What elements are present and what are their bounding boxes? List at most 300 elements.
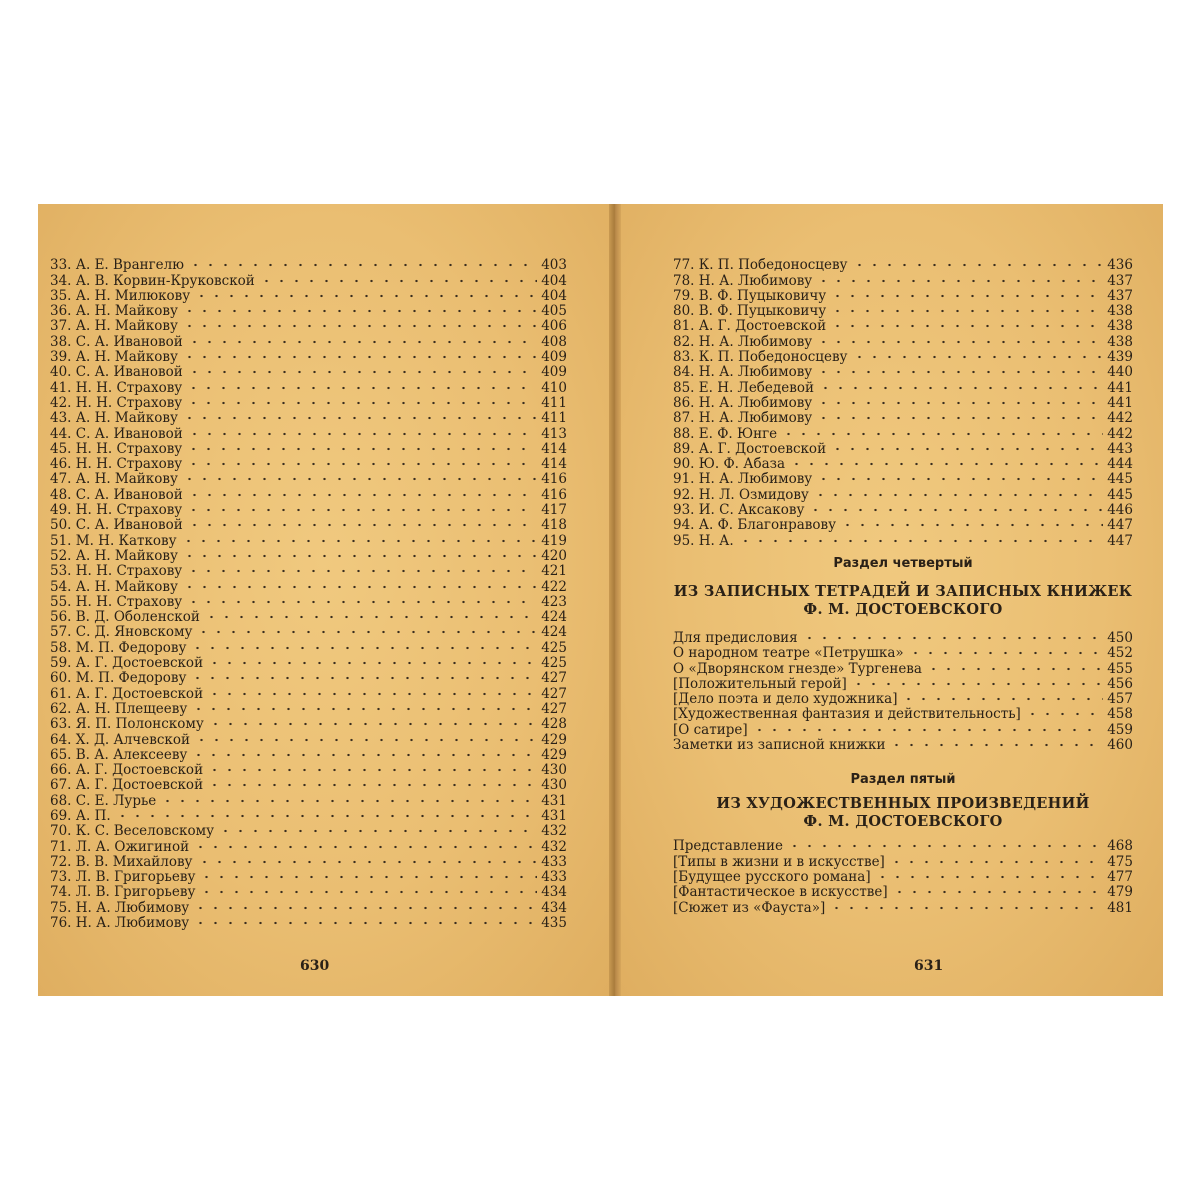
dot-leader — [852, 260, 1103, 270]
toc-entry — [50, 625, 567, 640]
toc-entry-page: 442 — [1107, 410, 1133, 427]
dot-leader — [816, 337, 1103, 347]
toc-entry-title: Заметки из записной книжки — [673, 737, 886, 754]
toc-entry-page: 417 — [541, 502, 567, 519]
toc-entry — [50, 319, 567, 334]
toc-entry — [50, 380, 567, 395]
book-gutter — [609, 204, 621, 996]
dot-leader — [193, 918, 537, 928]
dot-leader — [187, 490, 537, 500]
toc-entry — [673, 289, 1133, 304]
toc-entry — [50, 870, 567, 885]
dot-leader — [207, 689, 537, 699]
toc-entry-title: [Сюжет из «Фауста»] — [673, 900, 826, 916]
section-5-heading: Раздел пятый — [850, 772, 956, 788]
dot-leader — [830, 291, 1103, 301]
dot-leader — [207, 780, 537, 790]
toc-entry-title: 39. А. Н. Майкову — [50, 349, 178, 366]
toc-entry-page: 436 — [1107, 258, 1133, 274]
toc-entry-page: 459 — [1107, 722, 1133, 738]
dot-leader — [193, 842, 537, 852]
toc-entry-page: 433 — [541, 869, 567, 886]
toc-entry-title: 87. Н. А. Любимову — [673, 410, 813, 427]
toc-entry-title: 41. Н. Н. Страхову — [50, 380, 183, 396]
toc-entry-title: 69. А. П. — [50, 808, 111, 824]
dot-leader — [892, 887, 1103, 897]
toc-entry-title: 62. А. Н. Плещееву — [50, 701, 188, 717]
toc-entry-page: 438 — [1107, 334, 1133, 350]
toc-entry — [50, 273, 567, 288]
toc-entry-page: 424 — [541, 609, 567, 626]
toc-entry-title: 68. С. Е. Лурье — [50, 793, 157, 809]
toc-entry — [673, 304, 1133, 319]
toc-entry-page: 420 — [541, 548, 567, 564]
toc-entry-title: [Дело поэта и дело художника] — [673, 691, 898, 708]
dot-leader — [889, 857, 1103, 867]
dot-leader — [840, 520, 1103, 530]
toc-entry — [50, 610, 567, 625]
toc-entry — [50, 748, 567, 763]
toc-entry-page: 427 — [541, 686, 567, 702]
dot-leader — [816, 413, 1103, 423]
dot-leader — [830, 321, 1103, 331]
dot-leader — [752, 725, 1103, 735]
toc-entry-title: 90. Ю. Ф. Абаза — [673, 456, 786, 473]
dot-leader — [194, 735, 537, 745]
toc-entry-title: 48. С. А. Ивановой — [50, 487, 183, 503]
dot-leader — [830, 306, 1103, 316]
toc-entry-page: 404 — [541, 273, 567, 289]
dot-leader — [901, 694, 1103, 704]
toc-entry-page: 435 — [541, 915, 567, 932]
toc-entry-title: 45. Н. Н. Страхову — [50, 441, 183, 457]
dot-leader — [789, 459, 1103, 469]
toc-entry — [50, 289, 567, 304]
dot-leader — [1025, 709, 1103, 719]
toc-entry-page: 456 — [1107, 676, 1133, 692]
dot-leader — [207, 765, 537, 775]
dot-leader — [738, 536, 1103, 546]
toc-entry-title: [О сатире] — [673, 722, 748, 738]
toc-entry-page: 433 — [541, 854, 567, 870]
toc-entry — [50, 411, 567, 426]
toc-entry — [50, 763, 567, 778]
toc-entry-page: 438 — [1107, 303, 1133, 320]
dot-leader — [187, 429, 537, 439]
toc-entry — [50, 885, 567, 900]
toc-entry-title: 88. Е. Ф. Юнге — [673, 426, 778, 442]
toc-entry-title: 50. С. А. Ивановой — [50, 518, 183, 534]
toc-entry-page: 425 — [541, 655, 567, 672]
toc-entry — [50, 457, 567, 472]
toc-entry — [50, 809, 567, 824]
section-5-title-line1: ИЗ ХУДОЖЕСТВЕННЫХ ПРОИЗВЕДЕНИЙ — [716, 795, 1090, 813]
toc-entry-page: 427 — [541, 671, 567, 687]
left-page — [38, 204, 609, 996]
toc-entry — [50, 686, 567, 701]
toc-entry-title: 49. Н. Н. Страхову — [50, 502, 183, 519]
toc-entry-page: 432 — [541, 823, 567, 840]
dot-leader — [889, 740, 1103, 750]
toc-entry-page: 419 — [541, 533, 567, 549]
dot-leader — [182, 321, 537, 331]
dot-leader — [182, 306, 537, 316]
toc-entry-title: 52. А. Н. Майкову — [50, 548, 178, 564]
toc-entry — [673, 518, 1133, 533]
toc-entry-page: 413 — [541, 426, 567, 442]
dot-leader — [197, 857, 538, 867]
toc-entry-page: 405 — [541, 303, 567, 320]
dot-leader — [813, 490, 1103, 500]
toc-entry-page: 410 — [541, 380, 567, 396]
toc-entry — [50, 702, 567, 717]
toc-entry-page: 411 — [541, 410, 567, 427]
dot-leader — [182, 352, 537, 362]
toc-entry-title: 43. А. Н. Майкову — [50, 410, 178, 427]
toc-entry-title: 60. М. П. Федорову — [50, 671, 187, 687]
toc-entry-title: 66. А. Г. Достоевской — [50, 762, 204, 779]
toc-entry-page: 431 — [541, 793, 567, 809]
toc-entry-title: 91. Н. А. Любимову — [673, 472, 813, 488]
toc-entry — [673, 677, 1133, 692]
toc-entry — [673, 365, 1133, 380]
toc-entry-page: 477 — [1107, 869, 1133, 885]
dot-leader — [190, 643, 537, 653]
toc-entry — [673, 692, 1133, 707]
dot-leader — [182, 474, 537, 484]
dot-leader — [182, 413, 537, 423]
toc-entry-page: 460 — [1107, 737, 1133, 754]
toc-entry-title: 64. Х. Д. Алчевской — [50, 732, 190, 748]
toc-entry-title: 44. С. А. Ивановой — [50, 426, 183, 442]
toc-entry — [50, 717, 567, 732]
toc-entry-page: 447 — [1107, 518, 1133, 534]
toc-entry-page: 441 — [1107, 380, 1133, 396]
toc-entry — [50, 839, 567, 854]
toc-entry-page: 411 — [541, 395, 567, 411]
toc-entry — [50, 824, 567, 839]
toc-entry-title: 86. Н. А. Любимову — [673, 395, 813, 411]
toc-entry-title: 71. Л. А. Ожигиной — [50, 839, 190, 855]
toc-entry-title: 82. Н. А. Любимову — [673, 334, 813, 350]
section-4-list — [673, 631, 1133, 753]
dot-leader — [926, 664, 1103, 674]
toc-entry — [673, 854, 1133, 869]
toc-entry-title: [Положительный герой] — [673, 676, 847, 692]
toc-entry — [673, 839, 1133, 854]
toc-entry-title: 95. Н. А. — [673, 533, 734, 549]
toc-entry — [50, 793, 567, 808]
toc-entry — [673, 457, 1133, 472]
toc-entry-page: 422 — [541, 579, 567, 595]
toc-entry-title: 58. М. П. Федорову — [50, 640, 187, 656]
toc-entry-page: 445 — [1107, 472, 1133, 488]
dot-leader — [829, 903, 1103, 913]
toc-entry-page: 437 — [1107, 288, 1133, 304]
dot-leader — [160, 796, 537, 806]
toc-entry-page: 428 — [541, 716, 567, 733]
toc-entry — [50, 916, 567, 931]
dot-leader — [259, 276, 537, 286]
toc-entry — [673, 900, 1133, 915]
dot-leader — [182, 551, 537, 561]
dot-leader — [186, 459, 537, 469]
toc-entry-title: Представление — [673, 839, 783, 855]
toc-entry-title: 33. А. Е. Врангелю — [50, 258, 185, 274]
toc-entry — [50, 258, 567, 273]
toc-entry — [673, 472, 1133, 487]
dot-leader — [186, 383, 537, 393]
toc-entry-page: 406 — [541, 319, 567, 335]
toc-entry-title: 72. В. В. Михайлову — [50, 854, 193, 870]
toc-entry-page: 429 — [541, 747, 567, 763]
toc-entry-page: 421 — [541, 563, 567, 580]
toc-entry — [673, 258, 1133, 273]
dot-leader — [816, 276, 1103, 286]
dot-leader — [199, 872, 537, 882]
toc-entry-title: 38. С. А. Ивановой — [50, 334, 183, 350]
toc-entry — [50, 426, 567, 441]
dot-leader — [852, 352, 1103, 362]
toc-entry-title: 47. А. Н. Майкову — [50, 472, 178, 488]
dot-leader — [875, 872, 1103, 882]
toc-entry-title: 63. Я. П. Полонскому — [50, 716, 204, 733]
toc-entry-title: 59. А. Г. Достоевской — [50, 655, 204, 672]
toc-entry-title: 35. А. Н. Милюкову — [50, 288, 191, 304]
toc-entry-page: 429 — [541, 732, 567, 748]
toc-entry-title: 67. А. Г. Достоевской — [50, 778, 204, 794]
section-4-title-line2: Ф. М. ДОСТОЕВСКОГО — [803, 600, 1003, 618]
dot-leader — [207, 658, 537, 668]
toc-entry-page: 423 — [541, 594, 567, 610]
toc-entry-page: 438 — [1107, 319, 1133, 335]
toc-entry-page: 424 — [541, 625, 567, 641]
dot-leader — [187, 520, 537, 530]
toc-entry — [50, 564, 567, 579]
toc-entry-title: 84. Н. А. Любимову — [673, 365, 813, 381]
toc-entry-page: 479 — [1107, 884, 1133, 901]
toc-entry-title: 37. А. Н. Майкову — [50, 319, 178, 335]
dot-leader — [908, 648, 1103, 658]
dot-leader — [830, 444, 1103, 454]
toc-entry-title: Для предисловия — [673, 630, 798, 646]
toc-entry-title: [Типы в жизни и в искусстве] — [673, 854, 885, 870]
dot-leader — [802, 633, 1103, 643]
toc-entry-title: 81. А. Г. Достоевской — [673, 319, 827, 335]
dot-leader — [808, 505, 1103, 515]
toc-entry-title: 94. А. Ф. Благонравову — [673, 518, 837, 534]
dot-leader — [193, 903, 537, 913]
toc-entry — [50, 503, 567, 518]
toc-entry-title: 93. И. С. Аксакову — [673, 502, 805, 519]
toc-entry-page: 446 — [1107, 502, 1133, 519]
toc-entry-title: 92. Н. Л. Озмидову — [673, 487, 809, 503]
toc-entry — [50, 900, 567, 915]
section-4-title-line1: ИЗ ЗАПИСНЫХ ТЕТРАДЕЙ И ЗАПИСНЫХ КНИЖЕК — [673, 582, 1133, 600]
dot-leader — [186, 444, 537, 454]
toc-entry — [50, 442, 567, 457]
dot-leader — [188, 260, 537, 270]
dot-leader — [191, 704, 537, 714]
toc-entry — [50, 549, 567, 564]
dot-leader — [186, 566, 537, 576]
toc-entry — [673, 442, 1133, 457]
toc-entry-page: 440 — [1107, 365, 1133, 381]
dot-leader — [186, 597, 537, 607]
toc-entry — [50, 518, 567, 533]
toc-entry-title: О «Дворянском гнезде» Тургенева — [673, 661, 922, 677]
toc-entry — [673, 533, 1133, 548]
toc-entry-title: 34. А. В. Корвин-Круковской — [50, 273, 255, 289]
toc-entry-title: 55. Н. Н. Страхову — [50, 594, 183, 610]
page-number-left: 630 — [300, 958, 330, 974]
toc-entry-page: 427 — [541, 701, 567, 717]
toc-entry — [50, 533, 567, 548]
toc-entry — [673, 350, 1133, 365]
toc-entry — [673, 411, 1133, 426]
toc-entry-title: 85. Е. Н. Лебедевой — [673, 380, 814, 396]
section-5-title-line2: Ф. М. ДОСТОЕВСКОГО — [803, 813, 1003, 831]
toc-entry-page: 403 — [541, 258, 567, 274]
dot-leader — [208, 719, 537, 729]
toc-entry-title: 51. М. Н. Каткову — [50, 533, 177, 549]
toc-entry-title: 77. К. П. Победоносцеву — [673, 258, 848, 274]
dot-leader — [218, 826, 537, 836]
toc-entry-title: [Будущее русского романа] — [673, 869, 871, 885]
toc-entry-title: 40. С. А. Ивановой — [50, 365, 183, 381]
toc-entry-page: 445 — [1107, 487, 1133, 503]
toc-entry — [673, 426, 1133, 441]
toc-entry — [50, 487, 567, 502]
dot-leader — [194, 291, 537, 301]
toc-entry — [673, 707, 1133, 722]
toc-entry-page: 439 — [1107, 349, 1133, 366]
dot-leader — [199, 887, 537, 897]
dot-leader — [182, 582, 537, 592]
toc-entry-page: 431 — [541, 808, 567, 824]
toc-entry-page: 404 — [541, 288, 567, 304]
toc-entry-page: 430 — [541, 762, 567, 779]
toc-entry — [673, 870, 1133, 885]
toc-entry-page: 434 — [541, 885, 567, 901]
toc-entry-page: 450 — [1107, 630, 1133, 646]
toc-entry-page: 444 — [1107, 456, 1133, 473]
dot-leader — [191, 750, 537, 760]
section-4-heading: Раздел четвертый — [833, 555, 973, 571]
dot-leader — [196, 627, 537, 637]
toc-entry-title: 75. Н. А. Любимову — [50, 900, 190, 916]
toc-entry — [50, 304, 567, 319]
toc-entry — [50, 732, 567, 747]
dot-leader — [851, 679, 1103, 689]
toc-entry — [673, 273, 1133, 288]
toc-entry-page: 442 — [1107, 426, 1133, 442]
toc-entry — [50, 778, 567, 793]
toc-entry — [673, 722, 1133, 737]
toc-entry-title: 89. А. Г. Достоевской — [673, 441, 827, 457]
toc-entry-title: 46. Н. Н. Страхову — [50, 456, 183, 473]
toc-entry-title: 74. Л. В. Григорьеву — [50, 885, 196, 901]
toc-entry — [673, 503, 1133, 518]
toc-entry — [50, 365, 567, 380]
toc-entry — [50, 579, 567, 594]
toc-entry-page: 457 — [1107, 691, 1133, 708]
toc-entry-page: 441 — [1107, 395, 1133, 411]
toc-entry-page: 409 — [541, 365, 567, 381]
toc-entry — [673, 661, 1133, 676]
dot-leader — [190, 673, 537, 683]
toc-entry — [50, 396, 567, 411]
dot-leader — [115, 811, 537, 821]
toc-entry-title: 53. Н. Н. Страхову — [50, 563, 183, 580]
toc-entry-page: 437 — [1107, 273, 1133, 289]
toc-entry-title: 79. В. Ф. Пуцыковичу — [673, 288, 827, 304]
toc-entry — [50, 855, 567, 870]
toc-entry — [673, 631, 1133, 646]
toc-entry — [673, 738, 1133, 753]
dot-leader — [818, 383, 1103, 393]
toc-entry-title: 36. А. Н. Майкову — [50, 303, 178, 320]
dot-leader — [816, 398, 1103, 408]
toc-entry-title: 80. В. Ф. Пуцыковичу — [673, 303, 827, 320]
toc-entry — [673, 646, 1133, 661]
toc-entry — [50, 350, 567, 365]
toc-entry-title: [Художественная фантазия и действительность] — [673, 707, 1021, 723]
dot-leader — [187, 337, 537, 347]
toc-entry-page: 418 — [541, 518, 567, 534]
toc-entry-page: 409 — [541, 349, 567, 366]
toc-entry-page: 414 — [541, 456, 567, 473]
toc-entry-page: 432 — [541, 839, 567, 855]
dot-leader — [181, 536, 537, 546]
toc-entry-title: 78. Н. А. Любимову — [673, 273, 813, 289]
toc-entry-title: 65. В. А. Алексееву — [50, 747, 188, 763]
toc-entry-title: 56. В. Д. Оболенской — [50, 609, 200, 626]
toc-entry-page: 443 — [1107, 441, 1133, 457]
toc-entry-title: 42. Н. Н. Страхову — [50, 395, 183, 411]
page-number-right: 631 — [914, 958, 944, 974]
toc-entry — [50, 334, 567, 349]
book-spread — [38, 204, 1163, 996]
toc-entry-title: 76. Н. А. Любимову — [50, 915, 190, 932]
toc-entry-page: 408 — [541, 334, 567, 350]
toc-entry-page: 468 — [1107, 839, 1133, 855]
dot-leader — [781, 429, 1103, 439]
toc-entry — [673, 334, 1133, 349]
toc-entry-page: 458 — [1107, 707, 1133, 723]
toc-entry — [50, 656, 567, 671]
toc-entry-page: 414 — [541, 441, 567, 457]
dot-leader — [816, 474, 1103, 484]
toc-entry — [673, 885, 1133, 900]
toc-entry-title: 70. К. С. Веселовскому — [50, 823, 215, 840]
right-toc-column — [673, 258, 1133, 916]
letters-list — [673, 258, 1133, 549]
toc-entry — [673, 319, 1133, 334]
toc-entry-title: 83. К. П. Победоносцеву — [673, 349, 848, 366]
dot-leader — [187, 367, 537, 377]
toc-entry-title: 61. А. Г. Достоевской — [50, 686, 204, 702]
toc-entry — [50, 671, 567, 686]
toc-entry-title: 73. Л. В. Григорьеву — [50, 869, 196, 886]
right-page — [621, 204, 1163, 996]
toc-entry-title: [Фантастическое в искусстве] — [673, 884, 888, 901]
toc-entry-title: О народном театре «Петрушка» — [673, 645, 904, 662]
toc-entry-page: 434 — [541, 900, 567, 916]
dot-leader — [204, 612, 537, 622]
toc-entry-page: 416 — [541, 472, 567, 488]
toc-entry — [673, 487, 1133, 502]
